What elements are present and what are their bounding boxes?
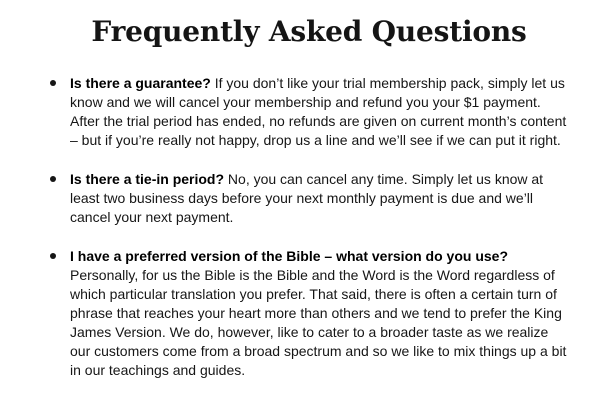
- faq-answer: Personally, for us the Bible is the Bible and the Word is the Word regardless of which particular translation you prefer. That said, there is often a certain turn of phrase that reaches your heart more than others and we tend to prefer the King James Version. We do, however, like to cater to a broader taste as we realize our customers come from a broad spectrum and so we like to mix things up a bit in our teachings and guides.: [70, 267, 567, 378]
- faq-question: Is there a guarantee?: [70, 75, 211, 91]
- faq-item-bible-version: [48, 247, 570, 380]
- faq-answer: No, you can cancel any time. Simply let us know at least two business days before your next monthly payment is due and we’ll cancel your next payment.: [70, 171, 544, 225]
- bullet-icon: [50, 253, 56, 259]
- faq-item-guarantee: [48, 74, 570, 150]
- faq-item-tie-in-period: [48, 170, 570, 227]
- faq-question: I have a preferred version of the Bible – what version do you use?: [70, 248, 509, 264]
- faq-answer: If you don’t like your trial membership pack, simply let us know and we will cancel your membership and refund you your $1 payment. After the trial period has ended, no refunds are given on current month’s content – but if you’re really not happy, drop us a line and we’ll see if we can put it right.: [70, 75, 567, 148]
- page-title: Frequently Asked Questions: [91, 15, 527, 48]
- faq-question: Is there a tie-in period?: [70, 171, 225, 187]
- bullet-icon: [50, 176, 56, 182]
- bullet-icon: [50, 80, 56, 86]
- faq-list: [48, 74, 570, 380]
